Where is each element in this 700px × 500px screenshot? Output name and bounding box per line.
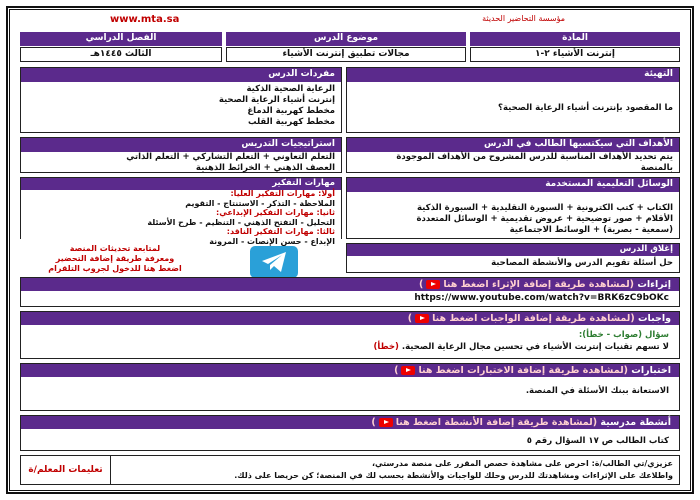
topic-value: مجالات تطبيق إنترنت الأشياء bbox=[226, 47, 466, 62]
telegram-line: ومعرفة طريقة إضافة التحضير bbox=[55, 254, 175, 263]
closing-title: إغلاق الدرس bbox=[347, 244, 679, 256]
tests-header bbox=[21, 364, 679, 377]
tests-link-text: (لمشاهدة طريقة إضافة الاختبارات اضغط هنا bbox=[418, 365, 628, 376]
thinking-heading-3: ثالثا: مهارات التفكير الناقد: bbox=[226, 227, 335, 236]
strategies-title: استراتيجيات التدريس bbox=[21, 138, 341, 152]
activities-link-text: (لمشاهدة طريقة إضافة الأنشطة اضغط هنا bbox=[395, 417, 598, 428]
telegram-icon[interactable] bbox=[250, 246, 298, 278]
thinking-line-2: التحليل - التفتح الذهني - التنظيم - طرح الأسئلة bbox=[147, 217, 335, 227]
topic-header: موضوع الدرس bbox=[226, 32, 466, 46]
goals-box bbox=[346, 137, 680, 173]
homework-link[interactable]: (لمشاهدة طريقة إضافة الواجبات اضغط هنا) bbox=[407, 313, 635, 324]
homework-question-type: سؤال (صواب - خطأ): bbox=[578, 330, 669, 340]
thinking-box bbox=[20, 177, 342, 246]
vocab-item: مخطط كهربية الدماغ bbox=[247, 106, 335, 116]
aids-line: (سمعية - بصرية) + الوسائط الاجتماعية bbox=[509, 225, 673, 235]
homework-header bbox=[21, 312, 679, 325]
youtube-icon[interactable] bbox=[426, 280, 440, 289]
vocab-item: مخطط كهربية القلب bbox=[247, 117, 335, 127]
teacher-notes-title: تعليمات المعلم/ة bbox=[21, 456, 111, 484]
thinking-heading-1: أولا: مهارات التفكير العليا: bbox=[230, 189, 335, 198]
telegram-promo[interactable] bbox=[40, 244, 190, 274]
youtube-icon[interactable] bbox=[415, 314, 429, 323]
teacher-notes-line: واطلاعك على الإثراءات ومشاهدتك للدرس وحلك للواجبات والأنشطة بحسب لك في المنصة؛ كن حريصا على ذلك. bbox=[234, 471, 673, 480]
youtube-icon[interactable] bbox=[401, 366, 415, 375]
homework-body bbox=[374, 329, 669, 353]
enrichment-box bbox=[20, 277, 680, 307]
subject-header: المادة bbox=[470, 32, 680, 46]
activities-text: كتاب الطالب ص ١٧ السؤال رقم ٥ bbox=[526, 436, 669, 446]
homework-box bbox=[20, 311, 680, 359]
teacher-notes-line: عزيزي/تي الطالب/ة: احرص على مشاهدة حصص المقرر على منصة مدرستي، bbox=[372, 459, 673, 468]
telegram-line: اضغط هنا للدخول لجروب التلقرام bbox=[48, 264, 182, 273]
tests-title: اختبارات bbox=[631, 365, 671, 376]
teacher-notes-text bbox=[115, 458, 673, 482]
closing-box bbox=[346, 243, 680, 273]
org-name: مؤسسة التحاضير الحديثة bbox=[482, 14, 565, 23]
term-header: الفصل الدراسي bbox=[20, 32, 222, 46]
thinking-line-3: الإبداع - حسن الإنصات - المرونة bbox=[209, 236, 335, 246]
vocab-title: مفردات الدرس bbox=[21, 68, 341, 82]
homework-link-text: (لمشاهدة طريقة إضافة الواجبات اضغط هنا bbox=[432, 313, 635, 324]
aids-line: الكتاب + كتب الكترونية + السبورة التقليدية + السبورة الذكية bbox=[417, 203, 673, 213]
term-value: الثالث ١٤٤٥هـ bbox=[20, 47, 222, 62]
strategies-line: العصف الذهني + الخرائط الذهنية bbox=[195, 163, 335, 173]
thinking-heading-2: ثانيا: مهارات التفكير الإبداعي: bbox=[216, 208, 335, 217]
activities-title: أنشطة مدرسية bbox=[600, 417, 671, 428]
aids-box bbox=[346, 177, 680, 239]
enrichment-link[interactable]: (لمشاهدة طريقة إضافة الإثراء اضغط هنا) bbox=[419, 279, 635, 290]
vocab-item: الرعاية الصحية الذكية bbox=[246, 84, 335, 94]
enrichment-header bbox=[21, 278, 679, 291]
homework-title: واجبات bbox=[638, 313, 671, 324]
strategies-text bbox=[21, 151, 341, 177]
homework-answer: (خطأ) bbox=[373, 342, 399, 352]
tests-link[interactable]: (لمشاهدة طريقة إضافة الاختبارات اضغط هنا) bbox=[394, 365, 628, 376]
enrichment-title: إثراءات bbox=[637, 279, 671, 290]
intro-title: التهيئة bbox=[347, 68, 679, 82]
intro-box bbox=[346, 67, 680, 133]
activities-link[interactable]: (لمشاهدة طريقة إضافة الأنشطة اضغط هنا) bbox=[371, 417, 598, 428]
thinking-line-1: الملاحظة - التذكر - الاستنتاج - التقويم bbox=[185, 198, 335, 208]
thinking-title: مهارات التفكير bbox=[21, 178, 341, 190]
thinking-text bbox=[21, 189, 341, 246]
homework-question-text: لا تسهم تقنيات إنترنت الأشياء في تحسين مجال الرعاية الصحية. bbox=[401, 342, 669, 352]
strategies-line: التعلم التعاوني + التعلم التشاركي + التعلم الذاتي bbox=[126, 152, 335, 162]
site-url[interactable]: www.mta.sa bbox=[110, 14, 180, 25]
enrichment-url[interactable]: https://www.youtube.com/watch?v=BRK6zC9bOKc bbox=[414, 293, 669, 303]
vocab-list bbox=[21, 84, 341, 131]
closing-text: حل أسئلة تقويم الدرس والأنشطة المصاحبة bbox=[491, 258, 673, 268]
telegram-line: لمتابعة تحديثات المنصة bbox=[69, 244, 161, 253]
aids-title: الوسائل التعليمية المستخدمة bbox=[347, 178, 679, 192]
activities-box bbox=[20, 415, 680, 451]
intro-text: ما المقصود بإنترنت أشياء الرعاية الصحية؟ bbox=[498, 103, 673, 113]
aids-line: الأقلام + صور توضيحية + عروض تقديمية + الوسائل المتعددة bbox=[416, 214, 673, 224]
vocab-box bbox=[20, 67, 342, 133]
goals-line: يتم تحديد الأهداف المناسبة للدرس المشروح من الأهداف الموجودة bbox=[396, 152, 673, 162]
teacher-notes-box bbox=[20, 455, 680, 485]
aids-text bbox=[347, 200, 679, 239]
tests-text: الاستعانة ببنك الأسئلة في المنصة. bbox=[525, 386, 669, 396]
goals-text bbox=[347, 151, 679, 177]
goals-title: الأهداف التي سيكتسبها الطالب في الدرس bbox=[347, 138, 679, 152]
tests-box bbox=[20, 363, 680, 411]
goals-line: بالمنصة bbox=[640, 163, 673, 173]
vocab-item: إنترنت أشياء الرعاية الصحية bbox=[218, 95, 335, 105]
youtube-icon[interactable] bbox=[379, 418, 393, 427]
activities-header bbox=[21, 416, 679, 429]
enrichment-link-text: (لمشاهدة طريقة إضافة الإثراء اضغط هنا bbox=[443, 279, 635, 290]
strategies-box bbox=[20, 137, 342, 173]
subject-value: إنترنت الأشياء ٢-١ bbox=[470, 47, 680, 62]
